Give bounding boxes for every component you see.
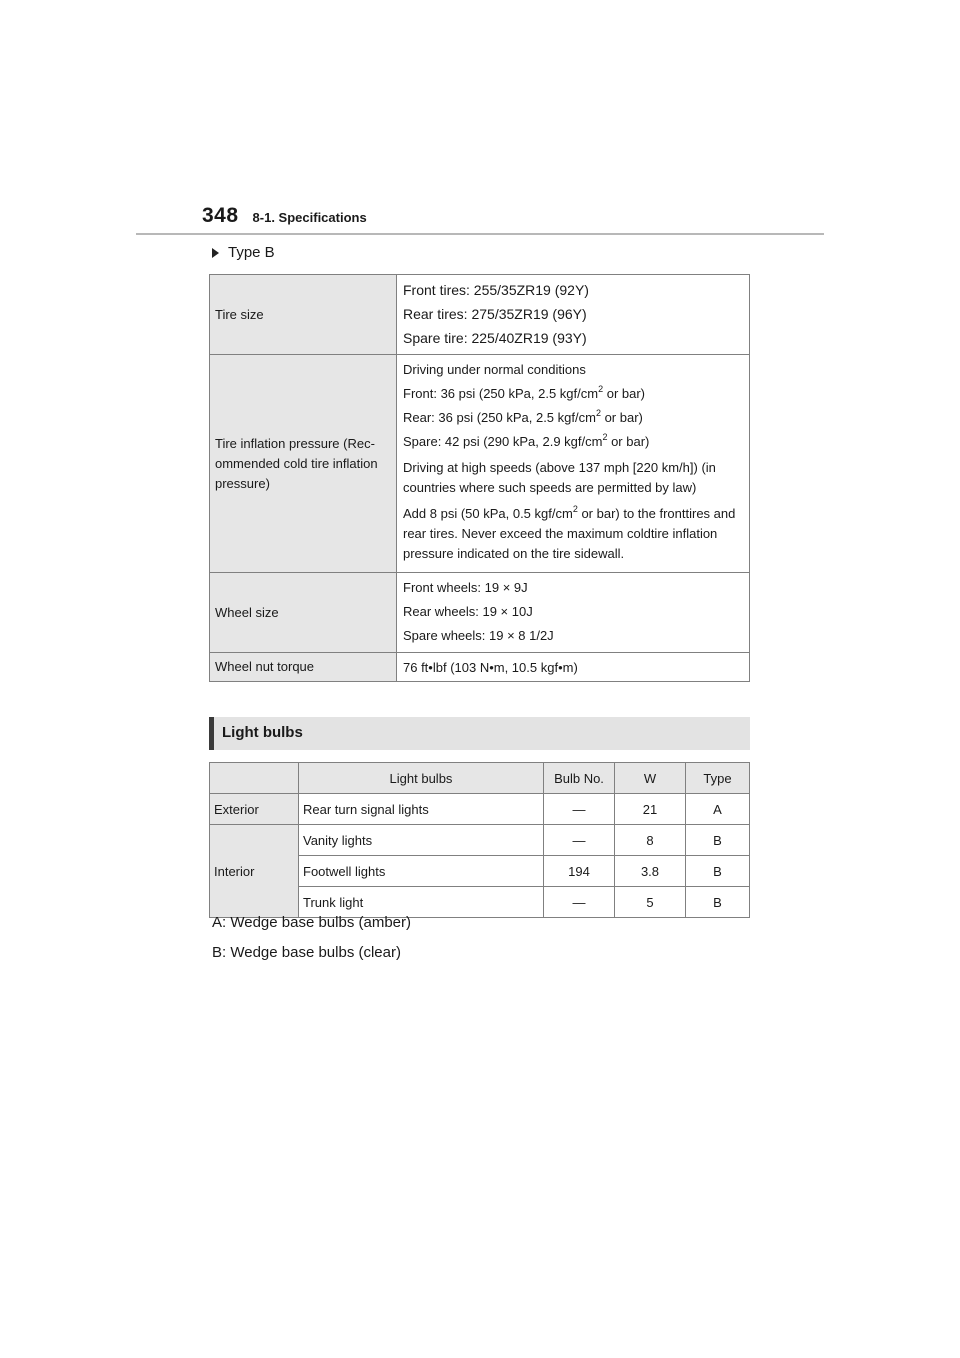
table-row bbox=[210, 573, 750, 653]
normal-conditions-text: Driving under normal conditions bbox=[403, 362, 586, 377]
type-heading bbox=[212, 244, 275, 261]
bulb-number: — bbox=[544, 825, 615, 856]
front-tire-size: Front tires: 255/35ZR19 (92Y) bbox=[403, 282, 589, 298]
high-speed-text: Driving at high speeds (above 137 mph [220 km/h]) (in countries where such speeds are permitted by law) bbox=[403, 460, 716, 495]
rear-pressure: Rear: 36 psi (250 kPa, 2.5 kgf/$cm^2$ or bar) bbox=[403, 407, 643, 425]
front-pressure: Front: 36 psi (250 kPa, 2.5 kgf/$cm^2$ or bar) bbox=[403, 383, 646, 401]
header-light-bulbs: Light bulbs bbox=[299, 763, 544, 794]
table-row bbox=[210, 275, 750, 355]
bulb-watts: 21 bbox=[615, 794, 686, 825]
light-bulbs-table bbox=[209, 762, 750, 918]
light-bulbs-heading-text: Light bulbs bbox=[222, 724, 303, 741]
bulb-number: 194 bbox=[544, 856, 615, 887]
footnote-a: A: Wedge base bulbs (amber) bbox=[212, 914, 411, 931]
header-type: Type bbox=[686, 763, 750, 794]
footnote-b: B: Wedge base bulbs (clear) bbox=[212, 944, 401, 961]
tire-spec-table bbox=[209, 274, 750, 682]
page-header bbox=[202, 204, 367, 228]
bulb-type: B bbox=[686, 856, 750, 887]
header-watts: W bbox=[615, 763, 686, 794]
add-pressure-text: Add 8 psi (50 kPa, 0.5 kgf/$cm^2$ or bar) to the fronttires and rear tires. Never exceed the maximum coldtire inflation pressure indicated on the tire sidewall. bbox=[403, 503, 736, 561]
heading-bar bbox=[209, 717, 214, 750]
inflation-value bbox=[397, 355, 750, 573]
header-rule bbox=[136, 233, 824, 235]
exterior-group: Exterior bbox=[210, 794, 299, 825]
wheel-size-value bbox=[397, 573, 750, 653]
section-title: 8-1. Specifications bbox=[252, 210, 367, 225]
table-row bbox=[210, 825, 750, 856]
interior-group: Interior bbox=[210, 825, 299, 918]
bulb-number: — bbox=[544, 887, 615, 918]
tire-size-label: Tire size bbox=[210, 275, 397, 355]
table-header-row bbox=[210, 763, 750, 794]
tire-size-value bbox=[397, 275, 750, 355]
page-number: 348 bbox=[202, 204, 239, 227]
inflation-label: Tire inflation pressure (Rec- ommended cold tire inflation pressure) bbox=[210, 355, 397, 573]
spare-pressure: Spare: 42 psi (290 kPa, 2.9 kgf/$cm^2$ or bar) bbox=[403, 431, 650, 449]
bulb-name: Vanity lights bbox=[299, 825, 544, 856]
wheel-nut-value: 76 ft•lbf (103 N•m, 10.5 kgf•m) bbox=[397, 653, 750, 682]
header-bulb-no: Bulb No. bbox=[544, 763, 615, 794]
light-bulbs-heading bbox=[209, 717, 750, 750]
spare-tire-size: Spare tire: 225/40ZR19 (93Y) bbox=[403, 330, 587, 346]
bulb-type: B bbox=[686, 825, 750, 856]
wheel-nut-label: Wheel nut torque bbox=[210, 653, 397, 682]
table-row bbox=[210, 794, 750, 825]
spare-wheel-size: Spare wheels: 19 × 8 1/2J bbox=[403, 628, 554, 643]
bulb-watts: 5 bbox=[615, 887, 686, 918]
bulb-type: B bbox=[686, 887, 750, 918]
triangle-bullet-icon bbox=[212, 248, 219, 258]
bulb-name: Trunk light bbox=[299, 887, 544, 918]
type-heading-text: Type B bbox=[228, 244, 275, 261]
header-blank bbox=[210, 763, 299, 794]
wheel-size-label: Wheel size bbox=[210, 573, 397, 653]
front-wheel-size: Front wheels: 19 × 9J bbox=[403, 580, 528, 595]
rear-wheel-size: Rear wheels: 19 × 10J bbox=[403, 604, 533, 619]
bulb-watts: 8 bbox=[615, 825, 686, 856]
bulb-type: A bbox=[686, 794, 750, 825]
bulb-name: Footwell lights bbox=[299, 856, 544, 887]
rear-tire-size: Rear tires: 275/35ZR19 (96Y) bbox=[403, 306, 587, 322]
bulb-number: — bbox=[544, 794, 615, 825]
table-row bbox=[210, 355, 750, 573]
bulb-name: Rear turn signal lights bbox=[299, 794, 544, 825]
bulb-watts: 3.8 bbox=[615, 856, 686, 887]
table-row bbox=[210, 653, 750, 682]
